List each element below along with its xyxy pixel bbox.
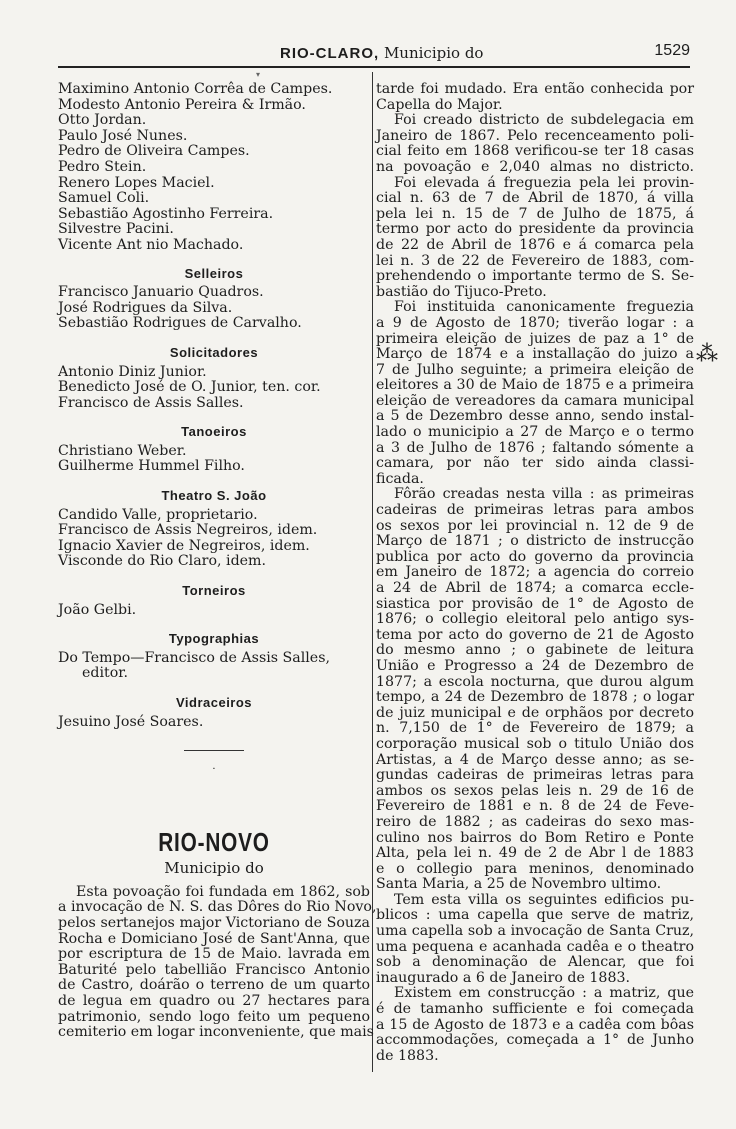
text-line: a 15 de Agosto de 1873 e a cadêa com bôas — [376, 1016, 694, 1033]
text-line: Foi creado districto de subdelegacia em — [394, 112, 694, 129]
text-line: lei n. 3 de 22 de Fevereiro de 1883, com- — [376, 252, 694, 269]
list-item: Pedro de Oliveira Campes. — [58, 143, 250, 160]
text-line: na povoação e 2,040 almas no districto. — [376, 158, 694, 175]
text-line: termo por acto do presidente da provincia — [376, 221, 694, 238]
list-item: Christiano Weber. — [58, 442, 187, 459]
text-line: de 1883. — [376, 1047, 439, 1064]
rio-novo-title: RIO-NOVO — [158, 827, 270, 858]
text-line: reiro de 1882 ; as cadeiras do sexo mas- — [376, 813, 694, 830]
text-line: Esta povoação foi fundada em 1862, sob — [76, 883, 370, 900]
text-line: é de tamanho sufficiente e foi começada — [376, 1001, 694, 1018]
right-column — [376, 82, 694, 1064]
section-heading-selleiros: Selleiros — [184, 265, 244, 281]
text-line: blicos : uma capella que serve de matriz, — [376, 907, 694, 924]
running-head-label: Municipio do — [383, 44, 484, 62]
text-line: uma pequena e acanhada cadêa e o theatro — [376, 938, 694, 955]
print-speck: ▾ — [256, 70, 261, 79]
text-line: Março de 1874 e a installação do juizo a — [376, 346, 694, 363]
text-line: pela lei n. 15 de 7 de Julho de 1875, á — [376, 205, 694, 222]
list-item: Jesuino José Soares. — [58, 713, 204, 730]
section-heading-typographias: Typographias — [168, 631, 260, 647]
list-item: Sebastião Rodrigues de Carvalho. — [58, 315, 302, 332]
text-line: culino nos bairros do Bom Retiro e Ponte — [376, 829, 694, 846]
text-line: a invocação de N. S. das Dôres do Rio Novo, — [58, 899, 377, 916]
text-line: 1876; o collegio eleitoral pelo antigo sys- — [376, 611, 694, 628]
text-line: Santa Maria, a 25 de Novembro ultimo. — [376, 876, 662, 893]
list-item: Do Tempo—Francisco de Assis Salles, — [58, 649, 330, 666]
list-item: Maximino Antonio Corrêa de Campes. — [58, 81, 333, 97]
text-line: eleição de vereadores da camara municipal — [376, 392, 694, 409]
text-line: sob a denominação de Alencar, que foi — [376, 954, 694, 971]
text-line: ficada. — [376, 470, 424, 487]
text-line: publica por acto do governo da provincia — [376, 548, 694, 565]
list-item: José Rodrigues da Silva. — [58, 299, 233, 316]
section-rule — [184, 750, 244, 751]
page-header — [58, 40, 690, 64]
text-line: bastião do Tijuco-Preto. — [376, 283, 547, 300]
text-line: Fôrão creadas nesta villa : as primeiras — [394, 486, 694, 503]
text-line: pelos sertanejos major Victoriano de Souza — [58, 914, 370, 931]
text-line: Março de 1871 ; o districto de instrucção — [376, 533, 694, 550]
running-head-town: RIO-CLARO, — [280, 45, 380, 62]
rio-novo-paragraph — [58, 883, 377, 1041]
text-line: Artistas, a 4 de Março desse anno; as se- — [376, 751, 694, 768]
running-head — [280, 44, 483, 62]
text-line: eleitores a 30 de Maio de 1875 e a primeira — [376, 377, 694, 394]
list-item: Ignacio Xavier de Negreiros, idem. — [58, 537, 310, 554]
text-line: corporação musical sob o titulo União dos — [376, 735, 694, 752]
text-line: em Janeiro de 1872; a agencia do correio — [376, 564, 694, 581]
list-item: Otto Jordan. — [58, 112, 147, 129]
text-line: Fevereiro de 1881 e n. 8 de 24 de Feve- — [376, 798, 694, 815]
text-line: e o collegio para meninos, denominado — [376, 860, 694, 877]
text-line: ambos os sexos pelas leis n. 29 de 16 de — [376, 782, 694, 799]
list-item: Visconde do Rio Claro, idem. — [58, 553, 267, 570]
text-line: Foi instituida canonicamente freguezia — [394, 299, 694, 316]
list-item: Paulo José Nunes. — [58, 127, 188, 144]
text-line: tarde foi mudado. Era então conhecida por — [376, 81, 694, 97]
text-line: União e Progresso a 24 de Dezembro de — [376, 657, 694, 674]
list-item: Francisco de Assis Negreiros, idem. — [58, 522, 318, 539]
text-line: Capella do Major. — [376, 96, 503, 113]
rio-novo-subtitle: Municipio do — [164, 859, 264, 878]
text-line: patrimonio, sendo logo feito um pequeno — [58, 1008, 370, 1025]
text-line: do mesmo anno ; o gabinete de leitura — [376, 642, 694, 659]
text-line: cemiterio em logar inconveniente, que mais — [58, 1024, 374, 1041]
list-item: Silvestre Pacini. — [58, 221, 174, 238]
left-column — [58, 81, 377, 1041]
section-heading-solicitadores: Solicitadores — [169, 344, 259, 360]
section-heading-theatro: Theatro S. João — [161, 488, 267, 504]
section-heading-vidraceiros: Vidraceiros — [175, 695, 253, 710]
text-line: Rocha e Domiciano José de Sant'Anna, que — [58, 930, 370, 947]
list-item: Sebastião Agostinho Ferreira. — [58, 205, 274, 222]
text-line: tempo, a 24 de Dezembro de 1878 ; o logar — [376, 689, 694, 706]
list-item: João Gelbi. — [58, 601, 137, 618]
text-line: lado o municipio a 27 de Março e o termo — [376, 424, 694, 441]
column-divider — [372, 72, 373, 1072]
text-line: 1877; a escola nocturna, que durou algum — [376, 673, 694, 690]
text-line: de 22 de Abril de 1876 e á comarca pela — [376, 236, 694, 253]
list-item: Candido Valle, proprietario. — [58, 506, 258, 523]
text-line: a 24 de Abril de 1874; a comarca eccle- — [376, 580, 694, 596]
text-line: inaugurado a 6 de Janeiro de 1883. — [376, 969, 631, 986]
list-item: Vicente Ant nio Machado. — [58, 236, 244, 253]
list-item: editor. — [82, 665, 128, 682]
section-heading-torneiros: Torneiros — [182, 583, 246, 599]
list-item: Francisco de Assis Salles. — [58, 394, 244, 411]
section-heading-tanoeiros: Tanoeiros — [181, 424, 247, 440]
text-line: Tem esta villa os seguintes edificios pu- — [394, 891, 694, 908]
text-line: os sexos por lei provincial n. 12 de 9 de — [376, 517, 694, 534]
list-item: Modesto Antonio Pereira & Irmão. — [58, 96, 306, 113]
text-line: a 5 de Dezembro desse anno, sendo instal- — [376, 408, 694, 425]
text-line: Baturité pelo tabellião Francisco Antonio — [58, 961, 370, 978]
text-line: primeira eleição de juizes de paz a 1° de — [376, 330, 694, 347]
text-line: a 9 de Agosto de 1870; tiverão logar : a — [376, 314, 694, 331]
page-number: 1529 — [654, 42, 690, 59]
text-line: cadeiras de primeiras letras para ambos — [376, 502, 694, 519]
header-rule — [58, 66, 690, 68]
text-line: de juiz municipal e de orphãos por decreto — [376, 704, 694, 721]
text-line: Foi elevada á freguezia pela lei provin- — [394, 174, 694, 191]
text-line: accommodações, começada a 1° de Junho — [376, 1032, 694, 1049]
text-line: por escriptura de 15 de Maio. lavrada em — [58, 946, 370, 963]
text-line: 7 de Julho seguinte; a primeira eleição de — [376, 361, 694, 378]
text-line: camara, por não ter sido ainda classi- — [376, 455, 694, 472]
list-item: Samuel Coli. — [58, 190, 150, 207]
text-line: n. 7,150 de 1° de Fevereiro de 1879; a — [376, 720, 694, 737]
text-line: gundas cadeiras de primeiras letras para — [376, 767, 694, 784]
text-line: Janeiro de 1867. Pelo recenceamento poli- — [376, 127, 694, 144]
text-line: de legua em quadro ou 27 hectares para — [58, 992, 370, 1009]
text-line: cial feito em 1868 verificou-se ter 18 casas — [376, 143, 694, 160]
name-list-top — [58, 82, 370, 254]
text-line: Existem em construcção : a matriz, que — [394, 985, 694, 1002]
text-line: cial n. 63 de 7 de Abril de 1870, á villa — [376, 190, 694, 207]
text-line: uma capella sob a invocação de Santa Cruz, — [376, 923, 694, 940]
text-line: de Castro, doárão o terreno de um quarto — [58, 977, 370, 994]
text-line: prehendendo o importante termo de S. Se- — [376, 268, 694, 285]
list-item: Guilherme Hummel Filho. — [58, 458, 245, 475]
text-line: Alta, pela lei n. 49 de 2 de Abr l de 1883 — [376, 845, 694, 862]
list-item: Antonio Diniz Junior. — [58, 363, 207, 380]
list-item: Benedicto José de O. Junior, ten. cor. — [58, 379, 321, 396]
list-item: Renero Lopes Maciel. — [58, 174, 215, 191]
ornament-dot: · — [212, 764, 216, 776]
text-line: tema por acto do governo de 21 de Agosto — [376, 626, 694, 643]
list-item: Francisco Januario Quadros. — [58, 284, 264, 301]
text-line: a 3 de Julho de 1876 ; faltando sómente a — [376, 439, 694, 456]
ink-blot-mark: ⁂ — [696, 342, 718, 367]
text-line: siastica por provisão de 1° de Agosto de — [376, 595, 694, 612]
list-item: Pedro Stein. — [58, 158, 147, 175]
